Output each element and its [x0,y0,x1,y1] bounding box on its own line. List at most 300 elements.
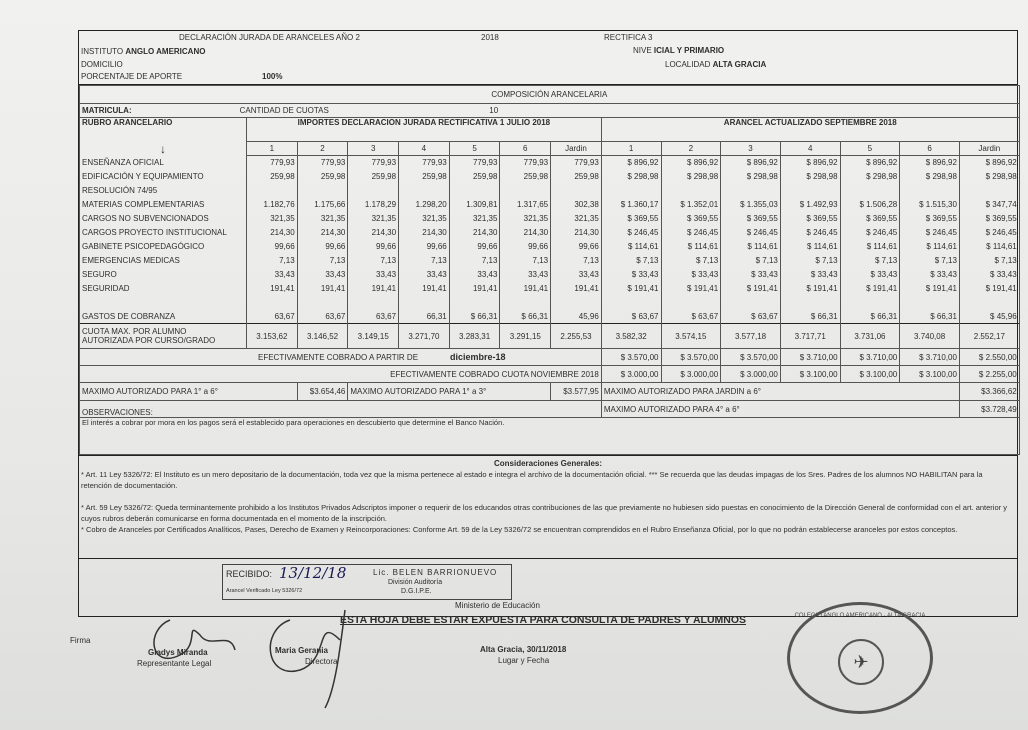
declared-amount [449,296,500,310]
table-row [80,268,1020,282]
tariff-table [79,85,1020,455]
institution-seal [787,602,933,714]
handwritten-signatures [140,600,440,710]
updated-amount: $ 33,43 [959,268,1019,282]
updated-amount: $ 7,13 [959,254,1019,268]
observaciones-text-row [80,418,1020,455]
declared-amount [297,296,348,310]
updated-amount: $ 114,61 [840,240,900,254]
updated-amount: $ 191,41 [959,282,1019,296]
declared-amount: 779,93 [449,156,500,170]
declared-amount: 214,30 [551,226,602,240]
column-header: 4 [780,142,840,156]
declared-amount: 259,98 [247,170,298,184]
declared-amount: 1.178,29 [348,198,399,212]
updated-amount [661,184,721,198]
updated-amount: $ 1.506,28 [840,198,900,212]
consideracion-cobro: * Cobro de Aranceles por Certificados Analíticos, Pases, Derecho de Examen y Reincorporaciones: Conforme Art. 59 de la Ley 5326/72 se encuentran comprendidos en el Rubro Enseñanza Oficial, por lo que no podrán establecerse aranceles por estos conceptos. [81,525,958,534]
efectivo-partir-value: $ 3.570,00 [661,349,721,366]
stamp-division: División Auditoría [388,579,443,586]
consideracion-art11: * Art. 11 Ley 5326/72: El Instituto es un mero depositario de la documentación, toda vez que la misma pertenece al estado e integra el archivo de la documentación oficial. *** Se recuerda que las deudas impagas de los Sres. Padres de los alumnos NO HABILITAN para la retención de documentación. [81,470,983,490]
cuota-max-declared: 3.283,31 [449,324,500,349]
column-header: 3 [721,142,781,156]
declared-amount: 7,13 [449,254,500,268]
localidad [665,60,766,69]
updated-amount: $ 298,98 [601,170,661,184]
updated-amount: $ 246,45 [661,226,721,240]
form-year: 2018 [481,33,499,42]
declared-amount: $ 66,31 [500,310,551,324]
updated-amount: $ 1.515,30 [900,198,960,212]
declared-amount: 63,67 [348,310,399,324]
down-arrow-icon: ↓ [80,142,247,156]
column-header: 6 [500,142,551,156]
cuota-max-updated: 3.717,71 [780,324,840,349]
row-label: GABINETE PSICOPEDAGÓGICO [80,240,247,254]
column-header: 5 [449,142,500,156]
declared-amount: 321,35 [247,212,298,226]
updated-amount: $ 33,43 [661,268,721,282]
declared-amount: 259,98 [399,170,450,184]
updated-amount: $ 63,67 [661,310,721,324]
row-label: EMERGENCIAS MEDICAS [80,254,247,268]
column-header: 2 [661,142,721,156]
maximo-1-6-label: MAXIMO AUTORIZADO PARA 1° a 6° [80,383,298,401]
updated-amount: $ 33,43 [900,268,960,282]
declared-amount: 259,98 [551,170,602,184]
cuota-max-updated: 3.577,18 [721,324,781,349]
updated-amount: $ 114,61 [601,240,661,254]
declared-amount: 191,41 [348,282,399,296]
updated-amount: $ 896,92 [780,156,840,170]
declared-amount: 99,66 [348,240,399,254]
porcentaje-value: 100% [262,72,283,81]
efectivo-noviembre-value: $ 3.000,00 [601,366,661,383]
row-label: MATERIAS COMPLEMENTARIAS [80,198,247,212]
updated-amount [959,296,1019,310]
updated-amount [780,296,840,310]
efectivo-noviembre-value: $ 3.100,00 [840,366,900,383]
arancel-verificado: Arancel Verificado Ley 5326/72 [226,588,303,594]
declared-amount: 33,43 [500,268,551,282]
efectivo-partir-value: $ 3.710,00 [840,349,900,366]
table-row [80,282,1020,296]
cuota-max-declared: 3.146,52 [297,324,348,349]
declared-amount: 7,13 [297,254,348,268]
updated-amount: $ 896,92 [601,156,661,170]
seal-emblem-icon: ✈ [838,639,884,685]
cuota-max-updated: 3.582,32 [601,324,661,349]
cuota-max-declared: 2.255,53 [551,324,602,349]
declared-amount: 259,98 [500,170,551,184]
updated-amount [601,296,661,310]
efectivo-partir-value: $ 2.550,00 [959,349,1019,366]
updated-amount [900,296,960,310]
observaciones-row [80,401,1020,418]
recibido-date: 13/12/18 [279,564,347,582]
efectivo-partir-month: diciembre-18 [450,352,506,362]
matricula-label: MATRICULA: [82,106,132,115]
updated-amount: $ 66,31 [900,310,960,324]
domicilio-label: DOMICILIO [81,60,123,69]
updated-amount: $ 33,43 [601,268,661,282]
consideraciones-section [79,455,1017,558]
column-header: 5 [840,142,900,156]
efectivo-partir-value: $ 3.710,00 [900,349,960,366]
directora-role: Directora [305,657,338,666]
declared-amount [399,184,450,198]
tariff-declaration-form [78,30,1018,617]
updated-title: ARANCEL ACTUALIZADO SEPTIEMBRE 2018 [723,118,897,127]
declared-amount [500,184,551,198]
declared-amount: 7,13 [399,254,450,268]
updated-amount [780,184,840,198]
updated-amount: $ 1.360,17 [601,198,661,212]
cuota-max-declared: 3.153,62 [247,324,298,349]
updated-amount: $ 298,98 [721,170,781,184]
form-title: DECLARACIÓN JURADA DE ARANCELES AÑO 2 [179,33,360,42]
table-row [80,226,1020,240]
rectificativa: RECTIFICA 3 [604,33,653,42]
form-header [79,31,1017,85]
consideraciones-title: Consideraciones Generales: [493,459,603,468]
updated-amount [601,184,661,198]
updated-amount: $ 246,45 [959,226,1019,240]
observaciones-label: OBSERVACIONES: [80,401,602,418]
updated-amount: $ 369,55 [840,212,900,226]
updated-amount: $ 369,55 [661,212,721,226]
declared-amount: 214,30 [247,226,298,240]
observaciones-text: El interés a cobrar por mora en los pagos será el establecido para operaciones en descubierto que determine el Banco Nación. [80,418,1020,455]
declared-amount: 63,67 [297,310,348,324]
updated-amount: $ 45,96 [959,310,1019,324]
seal-text: COLEGIO ANGLO AMERICANO · ALTA GRACIA [794,613,926,619]
declared-amount: 321,35 [297,212,348,226]
updated-amount: $ 114,61 [900,240,960,254]
recibido-stamp [222,564,512,600]
updated-amount [959,184,1019,198]
declared-amount: 191,41 [449,282,500,296]
cuota-max-label-2: AUTORIZADA POR CURSO/GRADO [82,336,216,345]
representante-name: Gladys Miranda [148,648,208,657]
cuota-max-label-1: CUOTA MAX. POR ALUMNO [82,327,187,336]
declared-amount [247,296,298,310]
declared-amount: 66,31 [399,310,450,324]
consideracion-art59: * Art. 59 Ley 5326/72: Queda terminantemente prohibido a los Institutos Privados Adscriptos imponer o requerir de los educandos otras contribuciones de las que previamente no hubiesen sido puestas en conocimiento de la Dirección General de conformidad con el art. anterior y cuyos rubros deberán comunicarse en forma documentada en el momento de la inscripción. [81,503,1007,523]
directora-name: Maria Gerania [275,646,328,655]
declared-amount: 321,35 [449,212,500,226]
updated-amount: $ 7,13 [721,254,781,268]
updated-amount: $ 246,45 [840,226,900,240]
declared-amount: 321,35 [348,212,399,226]
updated-amount: $ 369,55 [780,212,840,226]
row-label: ENSEÑANZA OFICIAL [80,156,247,170]
declared-amount: 779,93 [500,156,551,170]
efectivo-partir-value: $ 3.710,00 [780,349,840,366]
nivel-value: ICIAL Y PRIMARIO [653,46,725,55]
row-label: SEGURIDAD [80,282,247,296]
declared-amount: 99,66 [297,240,348,254]
declared-amount [348,184,399,198]
column-header: Jardin [551,142,602,156]
efectivo-partir-row [80,349,1020,366]
updated-amount: $ 114,61 [780,240,840,254]
updated-amount: $ 7,13 [840,254,900,268]
maximo-1-3-label: MAXIMO AUTORIZADO PARA 1° a 3° [348,383,551,401]
table-row [80,170,1020,184]
updated-amount: $ 369,55 [721,212,781,226]
declared-amount: 45,96 [551,310,602,324]
updated-amount: $ 114,61 [661,240,721,254]
column-header: 2 [297,142,348,156]
declared-amount: 321,35 [399,212,450,226]
stamp-name: Lic. BELEN BARRIONUEVO [373,568,498,577]
declared-amount: 99,66 [551,240,602,254]
efectivo-noviembre-value: $ 3.100,00 [780,366,840,383]
declared-amount: 214,30 [399,226,450,240]
declared-amount: 33,43 [297,268,348,282]
recibido-label: RECIBIDO: [226,569,273,579]
declared-amount [551,296,602,310]
declared-amount: 7,13 [348,254,399,268]
declared-amount: 259,98 [297,170,348,184]
updated-amount [721,184,781,198]
declared-amount: 99,66 [449,240,500,254]
declared-amount: 321,35 [551,212,602,226]
cuota-max-label [80,324,247,349]
updated-amount: $ 7,13 [780,254,840,268]
declared-amount: 99,66 [247,240,298,254]
row-label: GASTOS DE COBRANZA [80,310,247,324]
declared-amount: $ 66,31 [449,310,500,324]
declared-amount: 214,30 [297,226,348,240]
declared-amount: 779,93 [348,156,399,170]
declared-amount: 1.317,65 [500,198,551,212]
updated-amount [721,296,781,310]
updated-amount: $ 896,92 [721,156,781,170]
table-row [80,156,1020,170]
updated-amount: $ 1.492,93 [780,198,840,212]
updated-amount: $ 369,55 [900,212,960,226]
column-header: Jardin [959,142,1019,156]
stamp-dgipe: D.G.I.P.E. [401,588,432,595]
declared-amount: 779,93 [551,156,602,170]
maximo-jardin-6-value: $3.366,62 [959,383,1019,401]
efectivo-noviembre-value: $ 2.255,00 [959,366,1019,383]
updated-amount: $ 1.352,01 [661,198,721,212]
updated-amount: $ 298,98 [959,170,1019,184]
cuota-max-declared: 3.291,15 [500,324,551,349]
updated-amount: $ 246,45 [780,226,840,240]
row-label: CARGOS PROYECTO INSTITUCIONAL [80,226,247,240]
declared-amount: 1.175,66 [297,198,348,212]
declared-amount: 214,30 [500,226,551,240]
table-row [80,198,1020,212]
updated-amount: $ 63,67 [721,310,781,324]
updated-amount: $ 191,41 [721,282,781,296]
updated-amount: $ 114,61 [959,240,1019,254]
table-row [80,310,1020,324]
rubro-label: RUBRO ARANCELARIO [82,118,173,127]
place-date-label: Lugar y Fecha [498,656,550,665]
row-label: SEGURO [80,268,247,282]
updated-amount: $ 369,55 [601,212,661,226]
updated-amount: $ 191,41 [601,282,661,296]
cuota-max-declared: 3.149,15 [348,324,399,349]
composicion-title: COMPOSICIÓN ARANCELARIA [80,86,1020,104]
cuota-max-row [80,324,1020,349]
declared-amount: 33,43 [348,268,399,282]
updated-amount: $ 7,13 [900,254,960,268]
declared-amount: 7,13 [247,254,298,268]
declared-amount [247,184,298,198]
efectivo-noviembre-value: $ 3.000,00 [661,366,721,383]
porcentaje-label: PORCENTAJE DE APORTE [81,72,183,81]
updated-amount: $ 33,43 [840,268,900,282]
updated-amount: $ 7,13 [601,254,661,268]
table-row [80,184,1020,198]
updated-amount: $ 1.355,03 [721,198,781,212]
updated-amount: $ 63,67 [601,310,661,324]
column-header: 1 [601,142,661,156]
efectivo-noviembre-row [80,366,1020,383]
updated-amount: $ 896,92 [959,156,1019,170]
updated-amount: $ 298,98 [661,170,721,184]
declared-amount: 191,41 [551,282,602,296]
updated-amount: $ 191,41 [661,282,721,296]
updated-amount: $ 298,98 [900,170,960,184]
column-header: 3 [348,142,399,156]
updated-amount: $ 191,41 [900,282,960,296]
declared-amount: 214,30 [449,226,500,240]
cuota-max-updated: 3.731,06 [840,324,900,349]
declared-amount: 302,38 [551,198,602,212]
declared-amount: 99,66 [399,240,450,254]
declared-amount: 191,41 [247,282,298,296]
updated-amount: $ 114,61 [721,240,781,254]
declared-amount: 321,35 [500,212,551,226]
firma-label: Firma [70,636,91,645]
declared-amount [399,296,450,310]
table-row [80,296,1020,310]
updated-amount: $ 896,92 [661,156,721,170]
column-header: 6 [900,142,960,156]
declared-amount [297,184,348,198]
declared-amount: 33,43 [399,268,450,282]
localidad-label: LOCALIDAD [665,60,711,69]
localidad-value: ALTA GRACIA [712,60,767,69]
cuota-max-declared: 3.271,70 [399,324,450,349]
efectivo-partir-value: $ 3.570,00 [601,349,661,366]
representante-role: Representante Legal [137,659,212,668]
declared-amount [348,296,399,310]
cuota-max-updated: 3.740,08 [900,324,960,349]
updated-amount: $ 66,31 [780,310,840,324]
declared-amount: 7,13 [551,254,602,268]
efectivo-partir-value: $ 3.570,00 [721,349,781,366]
declared-title: IMPORTES DECLARACION JURADA RECTIFICATIVA 1 JULIO 2018 [297,118,551,127]
declared-amount: 259,98 [449,170,500,184]
maximo-jardin-6-label: MAXIMO AUTORIZADO PARA JARDIN a 6° [601,383,959,401]
stamp-ministerio: Ministerio de Educación [455,601,540,610]
efectivo-noviembre-value: $ 3.000,00 [721,366,781,383]
cuota-max-updated: 3.574,15 [661,324,721,349]
place-date: Alta Gracia, 30/11/2018 [480,645,567,654]
instituto-value: ANGLO AMERICANO [125,47,206,56]
updated-amount: $ 191,41 [840,282,900,296]
cuota-max-updated: 2.552,17 [959,324,1019,349]
declared-amount: 33,43 [551,268,602,282]
updated-amount: $ 33,43 [780,268,840,282]
updated-amount: $ 896,92 [900,156,960,170]
updated-amount: $ 66,31 [840,310,900,324]
declared-amount: 259,98 [348,170,399,184]
updated-amount [840,296,900,310]
updated-amount: $ 246,45 [900,226,960,240]
declared-amount: 779,93 [297,156,348,170]
updated-amount: $ 347,74 [959,198,1019,212]
row-label: RESOLUCIÓN 74/95 [80,184,247,198]
nivel [633,46,724,55]
declared-amount [449,184,500,198]
efectivo-noviembre-value: $ 3.100,00 [900,366,960,383]
column-header: 1 [247,142,298,156]
updated-amount: $ 33,43 [721,268,781,282]
row-label [80,296,247,310]
efectivo-partir-label-cell [80,349,602,366]
declared-amount: 779,93 [399,156,450,170]
declared-amount [551,184,602,198]
updated-amount [900,184,960,198]
updated-amount: $ 369,55 [959,212,1019,226]
declared-amount: 33,43 [247,268,298,282]
row-label: CARGOS NO SUBVENCIONADOS [80,212,247,226]
updated-amount: $ 191,41 [780,282,840,296]
instituto-label: INSTITUTO [81,47,124,56]
maximo-4-6-value: $3.728,49 [959,401,1019,418]
declared-amount: 99,66 [500,240,551,254]
maximo-1-6-value: $3.654,46 [297,383,348,401]
declared-amount: 1.309,81 [449,198,500,212]
declared-amount: 1.298,20 [399,198,450,212]
efectivo-noviembre-label: EFECTIVAMENTE COBRADO CUOTA NOVIEMBRE 2018 [80,366,602,383]
declared-amount: 779,93 [247,156,298,170]
updated-amount: $ 7,13 [661,254,721,268]
cantidad-cuotas-value: 10 [449,104,1019,118]
updated-amount: $ 298,98 [780,170,840,184]
declared-amount: 33,43 [449,268,500,282]
declared-amount: 1.182,76 [247,198,298,212]
declared-amount: 63,67 [247,310,298,324]
nivel-label: NIVE [633,46,652,55]
declared-amount: 191,41 [500,282,551,296]
updated-amount: $ 246,45 [721,226,781,240]
row-label: EDIFICACIÓN Y EQUIPAMIENTO [80,170,247,184]
table-row [80,212,1020,226]
table-row [80,240,1020,254]
updated-amount [840,184,900,198]
updated-amount: $ 896,92 [840,156,900,170]
declared-amount: 191,41 [399,282,450,296]
instituto [81,47,205,56]
updated-amount: $ 246,45 [601,226,661,240]
declared-amount: 7,13 [500,254,551,268]
updated-amount [661,296,721,310]
column-header: 4 [399,142,450,156]
display-notice: ESTA HOJA DEBE ESTAR EXPUESTA PARA CONSULTA DE PADRES Y ALUMNOS [340,614,747,626]
maximo-4-6-label: MAXIMO AUTORIZADO PARA 4° a 6° [601,401,959,418]
declared-amount: 214,30 [348,226,399,240]
